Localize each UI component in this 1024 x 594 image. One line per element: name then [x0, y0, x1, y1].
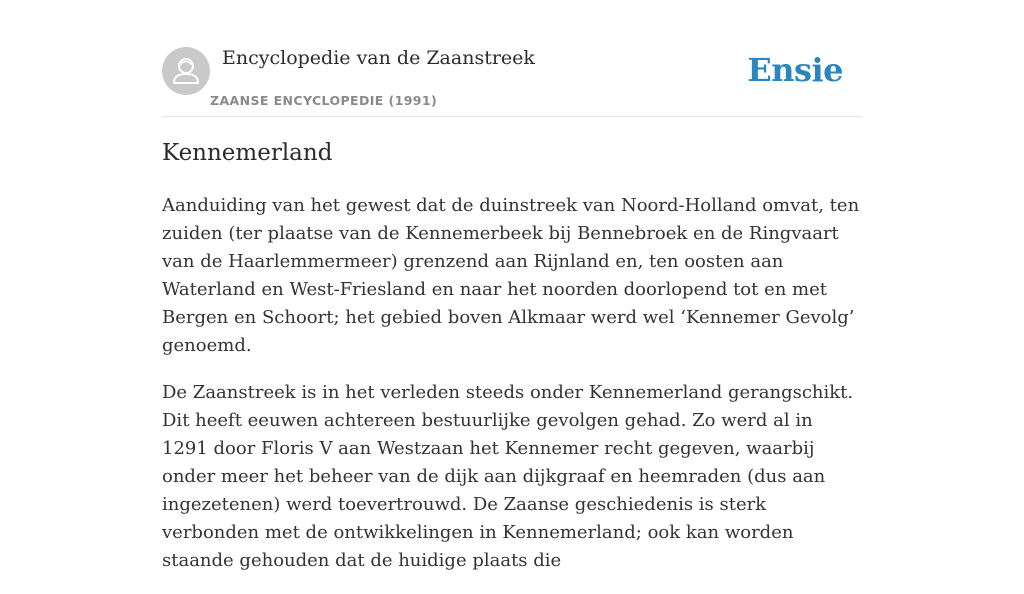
article-header — [162, 46, 862, 117]
article-body — [162, 192, 862, 594]
article-paragraph: Aanduiding van het gewest dat de duinstreek van Noord-Holland omvat, ten zuiden (ter plaatse van de Kennemerbeek bij Bennebroek en de Ringvaart van de Haarlemmermeer) grenzend aan Rijnland en, ten oosten aan Waterland en West-Friesland en naar het noorden doorlopend tot en met Bergen en Schoort; het gebied boven Alkmaar werd wel ‘Kennemer Gevolg’ genoemd. — [162, 195, 860, 356]
author-avatar[interactable] — [162, 47, 210, 95]
user-icon — [162, 47, 210, 95]
article-paragraph: De Zaanstreek is in het verleden steeds onder Kennemerland gerangschikt. Dit heeft eeuwen achtereen bestuurlijke gevolgen gehad. Zo werd al in 1291 door Floris V aan Westzaan het Kennemer recht gegeven, waarbij onder meer het beheer van de dijk aan dijkgraaf en heemraden (dus aan ingezetenen) werd toevertrouwd. De Zaanse geschiedenis is sterk verbonden met de ontwikkelingen in Kennemerland; ook kan worden staande gehouden dat de huidige plaats die — [162, 382, 854, 571]
author-subtitle[interactable]: ZAANSE ENCYCLOPEDIE (1991) — [210, 93, 438, 108]
brand-logo[interactable]: Ensie — [747, 51, 843, 89]
author-name[interactable]: Encyclopedie van de Zaanstreek — [222, 47, 535, 69]
article-title: Kennemerland — [162, 140, 333, 166]
